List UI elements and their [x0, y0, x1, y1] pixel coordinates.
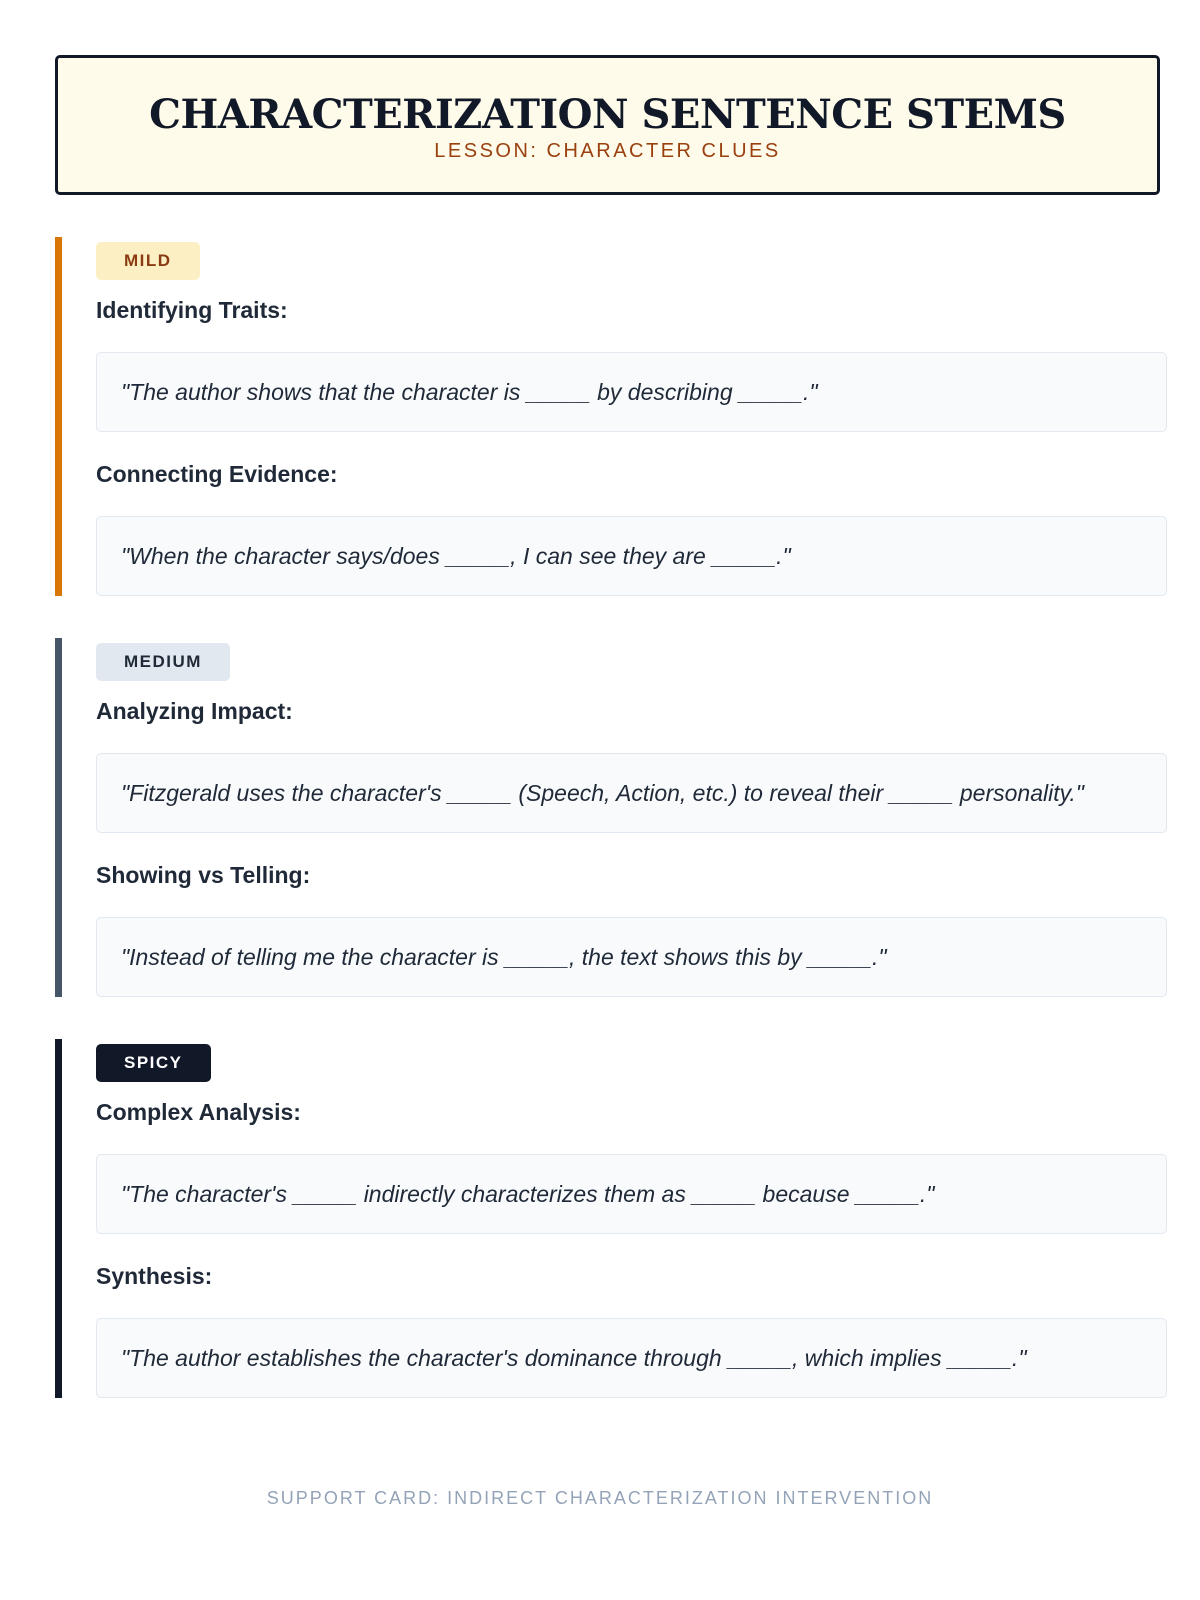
stem-box-synthesis: "The author establishes the character's dominance through _____, which implies _____." [96, 1318, 1167, 1398]
section-mild [55, 237, 1160, 596]
stem-box-complex-analysis: "The character's _____ indirectly characterizes them as _____ because _____." [96, 1154, 1167, 1234]
stem-box-identifying-traits: "The author shows that the character is _____ by describing _____." [96, 352, 1167, 432]
section-medium [55, 638, 1160, 997]
footer-note: SUPPORT CARD: INDIRECT CHARACTERIZATION INTERVENTION [266, 1488, 934, 1508]
lesson-subtitle: LESSON: CHARACTER CLUES [434, 140, 781, 162]
stem-label-synthesis: Synthesis: [96, 1263, 213, 1289]
stem-label-showing-vs-telling: Showing vs Telling: [96, 862, 311, 888]
stem-label-identifying-traits: Identifying Traits: [96, 297, 288, 323]
stem-label-complex-analysis: Complex Analysis: [96, 1099, 301, 1125]
card-header [55, 55, 1160, 195]
stem-box-connecting-evidence: "When the character says/does _____, I can see they are _____." [96, 516, 1167, 596]
spicy-badge: SPICY [96, 1044, 211, 1082]
sentence-stems-card [55, 55, 1160, 1398]
medium-badge: MEDIUM [96, 643, 230, 681]
page-title: CHARACTERIZATION SENTENCE STEMS [149, 91, 1066, 138]
stem-box-showing-vs-telling: "Instead of telling me the character is _____, the text shows this by _____." [96, 917, 1167, 997]
mild-badge: MILD [96, 242, 200, 280]
stem-label-connecting-evidence: Connecting Evidence: [96, 461, 338, 487]
section-spicy [55, 1039, 1160, 1398]
stem-box-analyzing-impact: "Fitzgerald uses the character's _____ (Speech, Action, etc.) to reveal their _____ personality." [96, 753, 1167, 833]
stem-label-analyzing-impact: Analyzing Impact: [96, 698, 293, 724]
